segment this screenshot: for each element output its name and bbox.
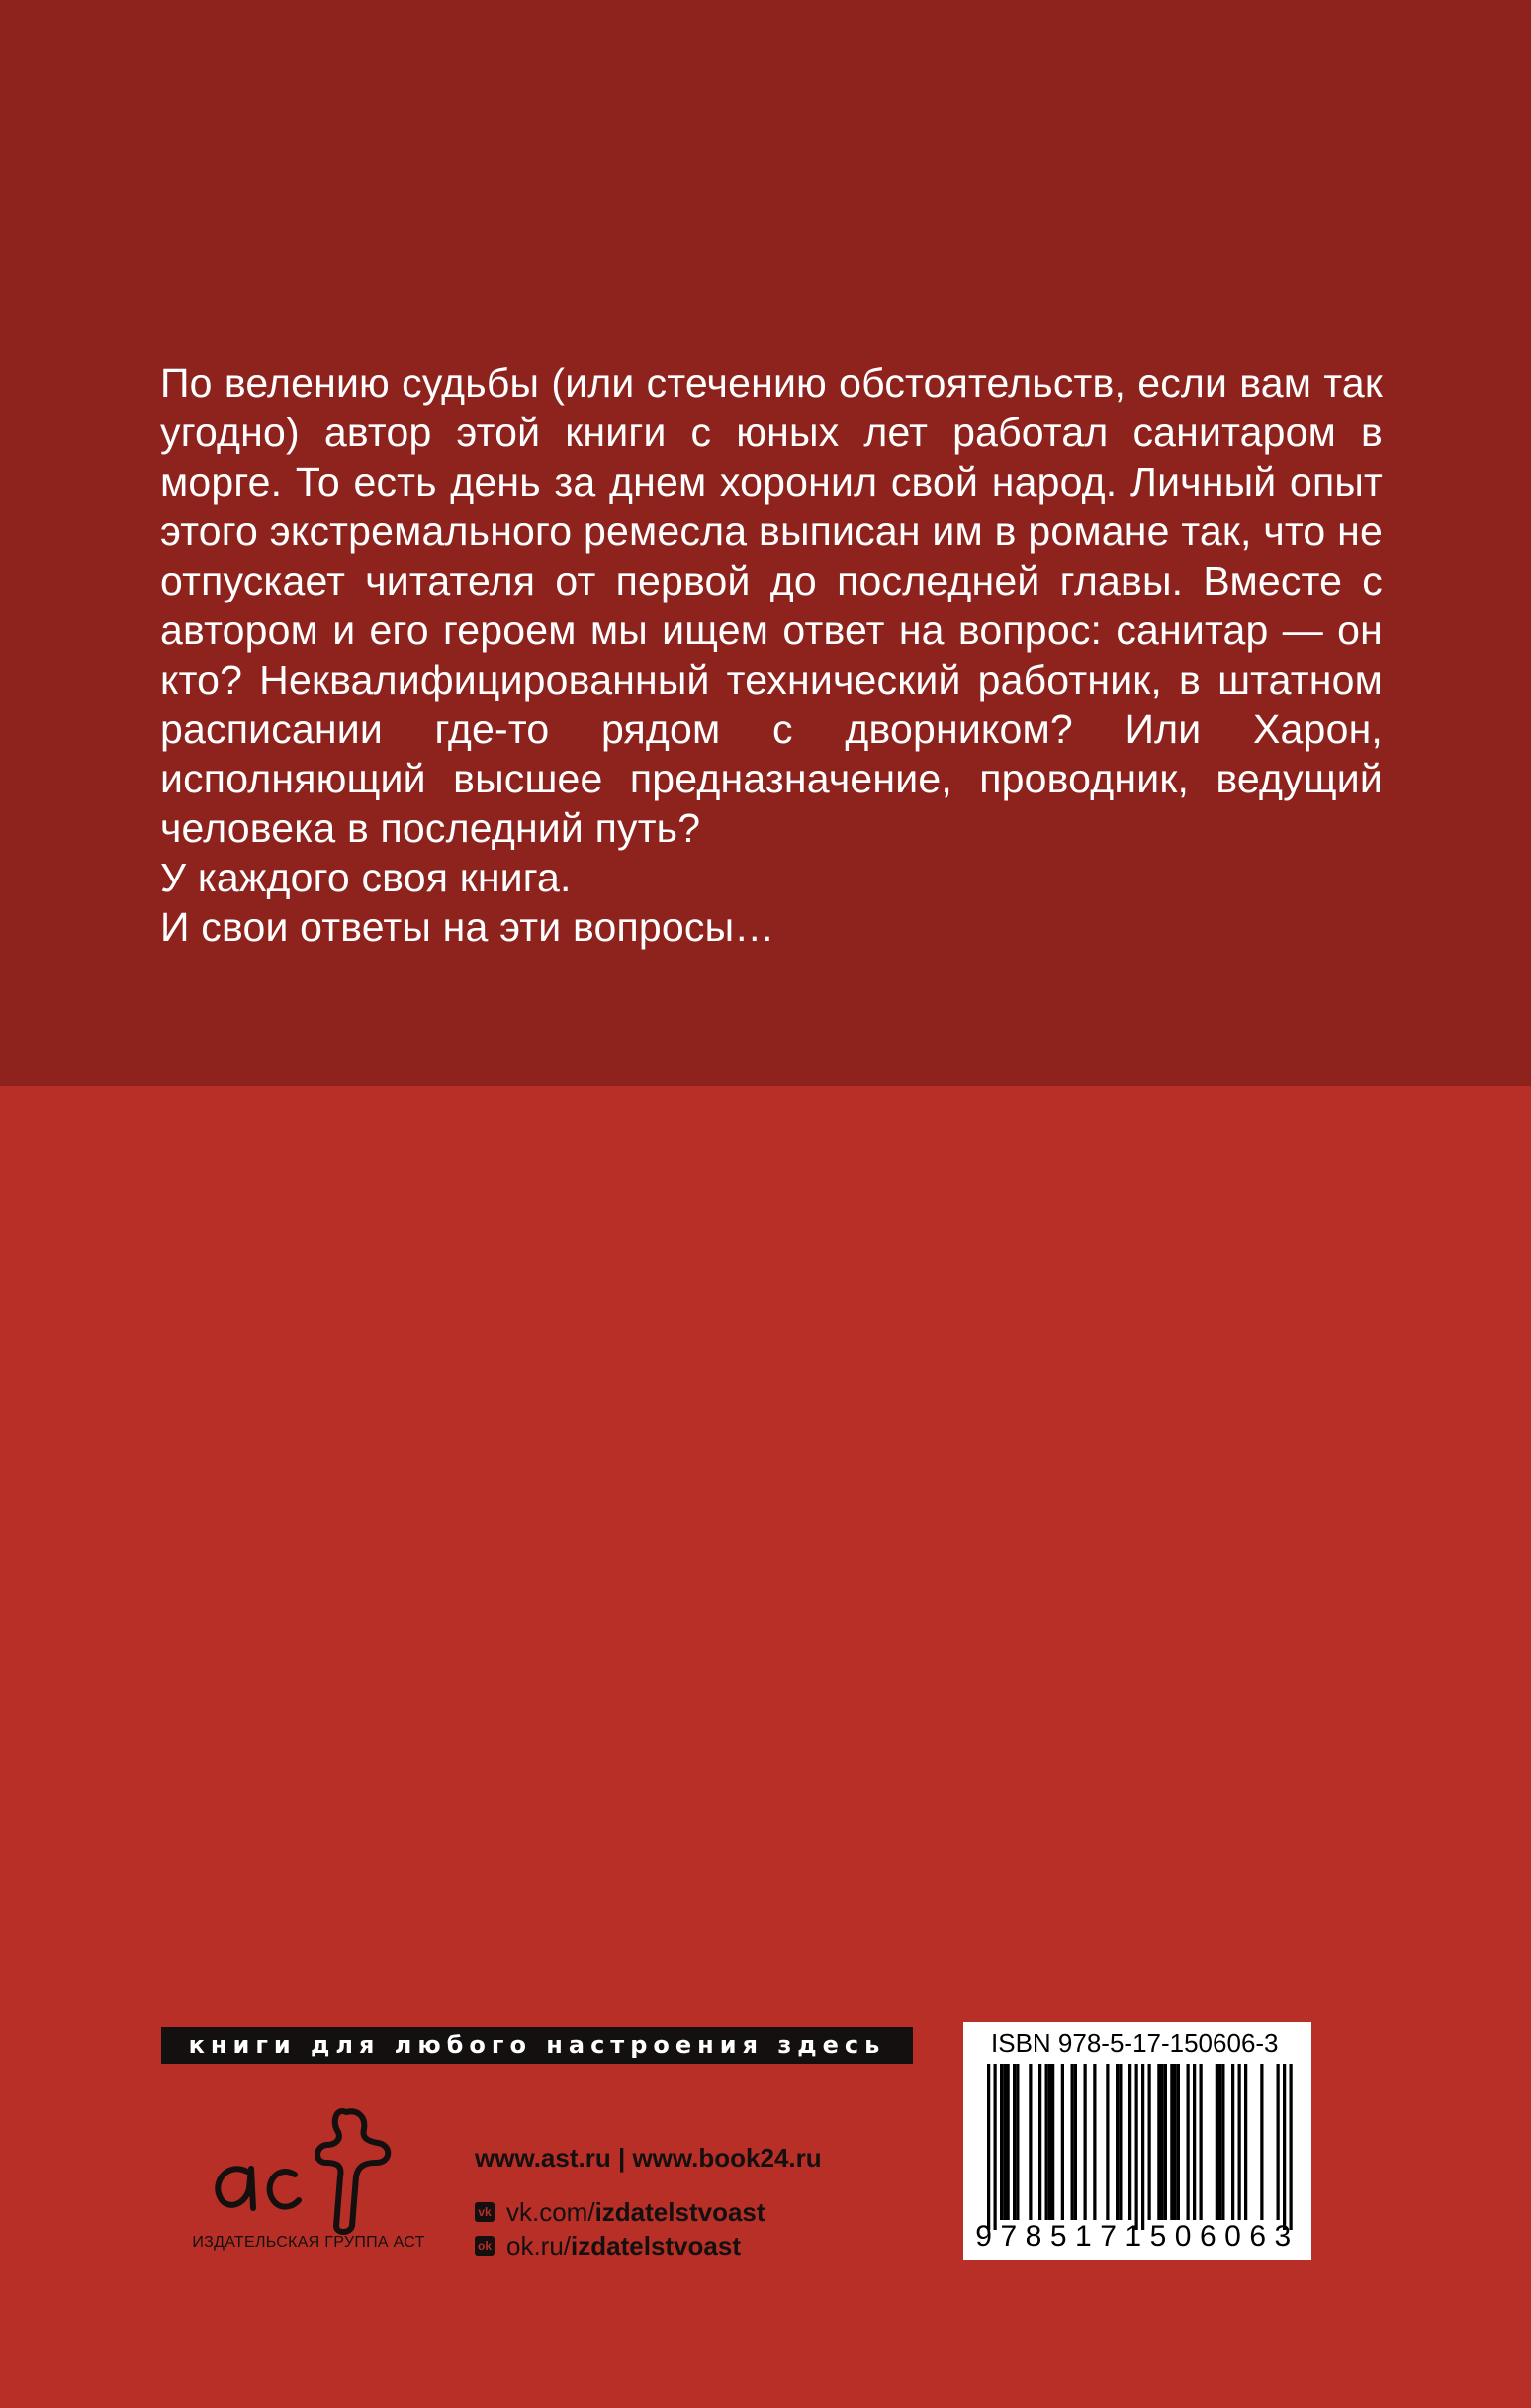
barcode-bar	[1116, 2064, 1119, 2220]
book-blurb	[160, 358, 1383, 952]
barcode-bar	[1260, 2064, 1263, 2220]
barcode-bar	[1007, 2064, 1010, 2220]
barcode-bar	[1221, 2064, 1224, 2220]
barcode-bar	[1074, 2064, 1077, 2220]
ast-logo-icon	[188, 2078, 455, 2246]
barcode-bar	[994, 2064, 997, 2230]
barcode-bar	[1157, 2064, 1160, 2220]
publisher-links	[475, 2143, 822, 2263]
barcode-bar	[1003, 2064, 1006, 2220]
barcode-bar	[1218, 2064, 1221, 2220]
publisher-slogan: книги для любого настроения здесь	[161, 2027, 913, 2064]
barcode-bar	[1093, 2064, 1096, 2220]
barcode-bar	[1106, 2064, 1109, 2220]
barcode-bar	[1000, 2064, 1003, 2220]
barcode-bar	[1141, 2064, 1144, 2230]
vk-link[interactable]	[475, 2195, 822, 2229]
publisher-caption: ИЗДАТЕЛЬСКАЯ ГРУППА АСТ	[192, 2234, 425, 2251]
barcode-bar	[1029, 2064, 1032, 2220]
barcode-bar	[1244, 2064, 1247, 2220]
barcode-bar	[1051, 2064, 1054, 2220]
barcode-bar	[1045, 2064, 1048, 2220]
barcode-bar	[1187, 2064, 1190, 2220]
vk-prefix: vk.com/	[506, 2196, 595, 2227]
barcode-bar	[1148, 2064, 1151, 2220]
barcode-bar	[1277, 2064, 1280, 2220]
barcode-bar	[1290, 2064, 1293, 2230]
isbn-digits: 9785171506063	[975, 2220, 1300, 2253]
publisher-websites[interactable]: www.ast.ru | www.book24.ru	[475, 2143, 822, 2173]
ok-icon: ok	[475, 2236, 495, 2256]
barcode-bar	[1238, 2064, 1241, 2220]
ok-handle: izdatelstvoast	[571, 2230, 741, 2261]
barcode-bar	[1038, 2064, 1041, 2220]
barcode-bar	[1164, 2064, 1167, 2220]
vk-icon: vk	[475, 2202, 495, 2222]
isbn-label: ISBN 978-5-17-150606-3	[991, 2028, 1279, 2058]
vk-handle: izdatelstvoast	[594, 2196, 766, 2227]
barcode-bar	[1061, 2064, 1064, 2220]
barcode-bar	[1071, 2064, 1074, 2220]
barcode-bar	[1193, 2064, 1196, 2220]
blurb-paragraph: По велению судьбы (или стечению обстоятельств, если вам так угодно) автор этой книги с юных лет работал санитаром в морге. То есть день за днем хоронил свой народ. Личный опыт этого экстремального ремесла выписан им в романе так, что не отпускает читателя от первой до последней главы. Вместе с автором и его героем мы ищем ответ на вопрос: санитар — он кто? Неквалифицированный технический работник, в штатном расписании где-то рядом с дворником? Или Харон, исполняющий высшее предназначение, проводник, ведущий человека в последний путь?	[160, 360, 1383, 851]
barcode-bar	[1084, 2064, 1087, 2220]
barcode-bar	[1048, 2064, 1051, 2220]
barcode-bar	[1200, 2064, 1203, 2220]
barcode-bar	[1161, 2064, 1164, 2220]
barcode-bar	[1016, 2064, 1019, 2220]
barcode-bar	[1135, 2064, 1138, 2230]
barcode-bar	[1283, 2064, 1286, 2230]
barcode-bar	[1170, 2064, 1173, 2220]
barcode-bar	[1174, 2064, 1177, 2220]
ok-link[interactable]	[475, 2229, 822, 2263]
barcode-bar	[1119, 2064, 1122, 2220]
barcode-bar	[1128, 2064, 1131, 2220]
ok-prefix: ok.ru/	[506, 2230, 572, 2261]
isbn-barcode-block	[963, 2022, 1311, 2260]
blurb-line-own-answers: И свои ответы на эти вопросы…	[160, 904, 775, 950]
blurb-line-each-own-book: У каждого своя книга.	[160, 855, 572, 900]
barcode-bar	[987, 2064, 990, 2230]
barcode-bar	[1216, 2064, 1218, 2220]
barcode-bar	[1177, 2064, 1180, 2220]
barcode-bar	[1231, 2064, 1234, 2220]
barcode-bar	[1013, 2064, 1016, 2220]
